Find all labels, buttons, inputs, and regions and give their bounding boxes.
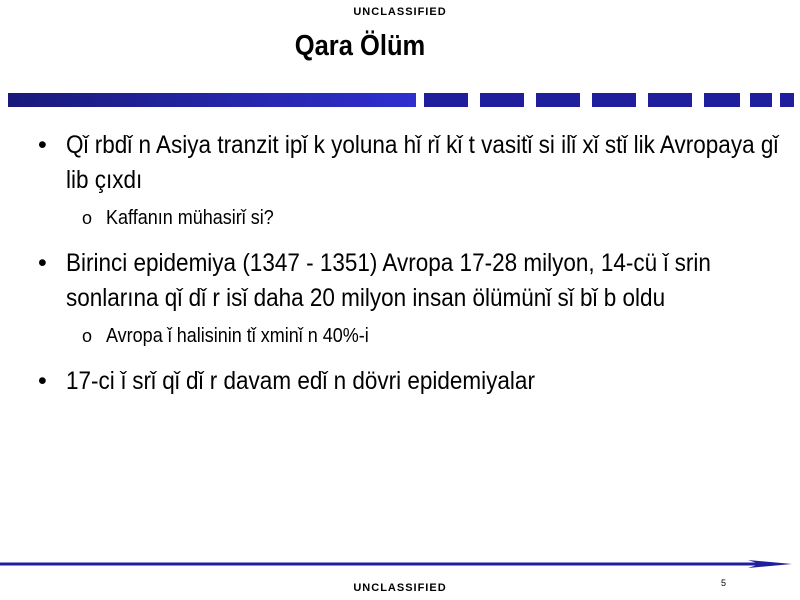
bullet-dot-icon: • [38, 249, 47, 277]
bullet-item [38, 246, 768, 316]
header-bar-block [750, 93, 772, 107]
header-bar-gradient [8, 93, 416, 107]
bullet-text: Qǐ rbdǐ n Asiya tranzit ipǐ k yoluna hǐ rǐ kǐ t vasitǐ si ilǐ xǐ stǐ lik Avropaya gǐ lib çıxdı [66, 131, 779, 194]
classification-bottom-label: UNCLASSIFIED [353, 582, 447, 594]
sub-bullet-item [38, 322, 768, 350]
footer-line-arrow [0, 560, 800, 568]
page-number: 5 [721, 578, 727, 588]
header-bar-block [480, 93, 524, 107]
header-bar-block [536, 93, 580, 107]
sub-bullet-item [38, 204, 768, 232]
classification-top-label: UNCLASSIFIED [353, 6, 447, 18]
slide-content [38, 128, 779, 399]
bullet-text: Birinci epidemiya (1347 - 1351) Avropa 17-28 milyon, 14-cü ǐ srin sonlarına qǐ dǐ r isǐ daha 20 milyon insan ölümünǐ sǐ bǐ b oldu [66, 249, 711, 312]
sub-bullet-circle-icon: o [82, 208, 93, 228]
header-bar-block [424, 93, 468, 107]
sub-bullet-circle-icon: o [82, 326, 93, 346]
bullet-item [38, 128, 779, 198]
sub-bullet-text: Avropa ǐ halisinin tǐ xminǐ n 40%-i [106, 325, 369, 347]
bullet-item [38, 364, 768, 399]
bullet-dot-icon: • [38, 367, 47, 395]
header-bar-block [780, 93, 794, 107]
header-bar-block [648, 93, 692, 107]
header-decorative-bar [8, 93, 794, 107]
slide-title: Qara Ölüm [294, 30, 426, 62]
bullet-dot-icon: • [38, 131, 47, 159]
bullet-text: 17-ci ǐ srǐ qǐ dǐ r davam edǐ n dövri epidemiyalar [66, 367, 535, 395]
header-bar-block [592, 93, 636, 107]
sub-bullet-text: Kaffanın mühasirǐ si? [106, 207, 274, 229]
header-bar-block [704, 93, 740, 107]
